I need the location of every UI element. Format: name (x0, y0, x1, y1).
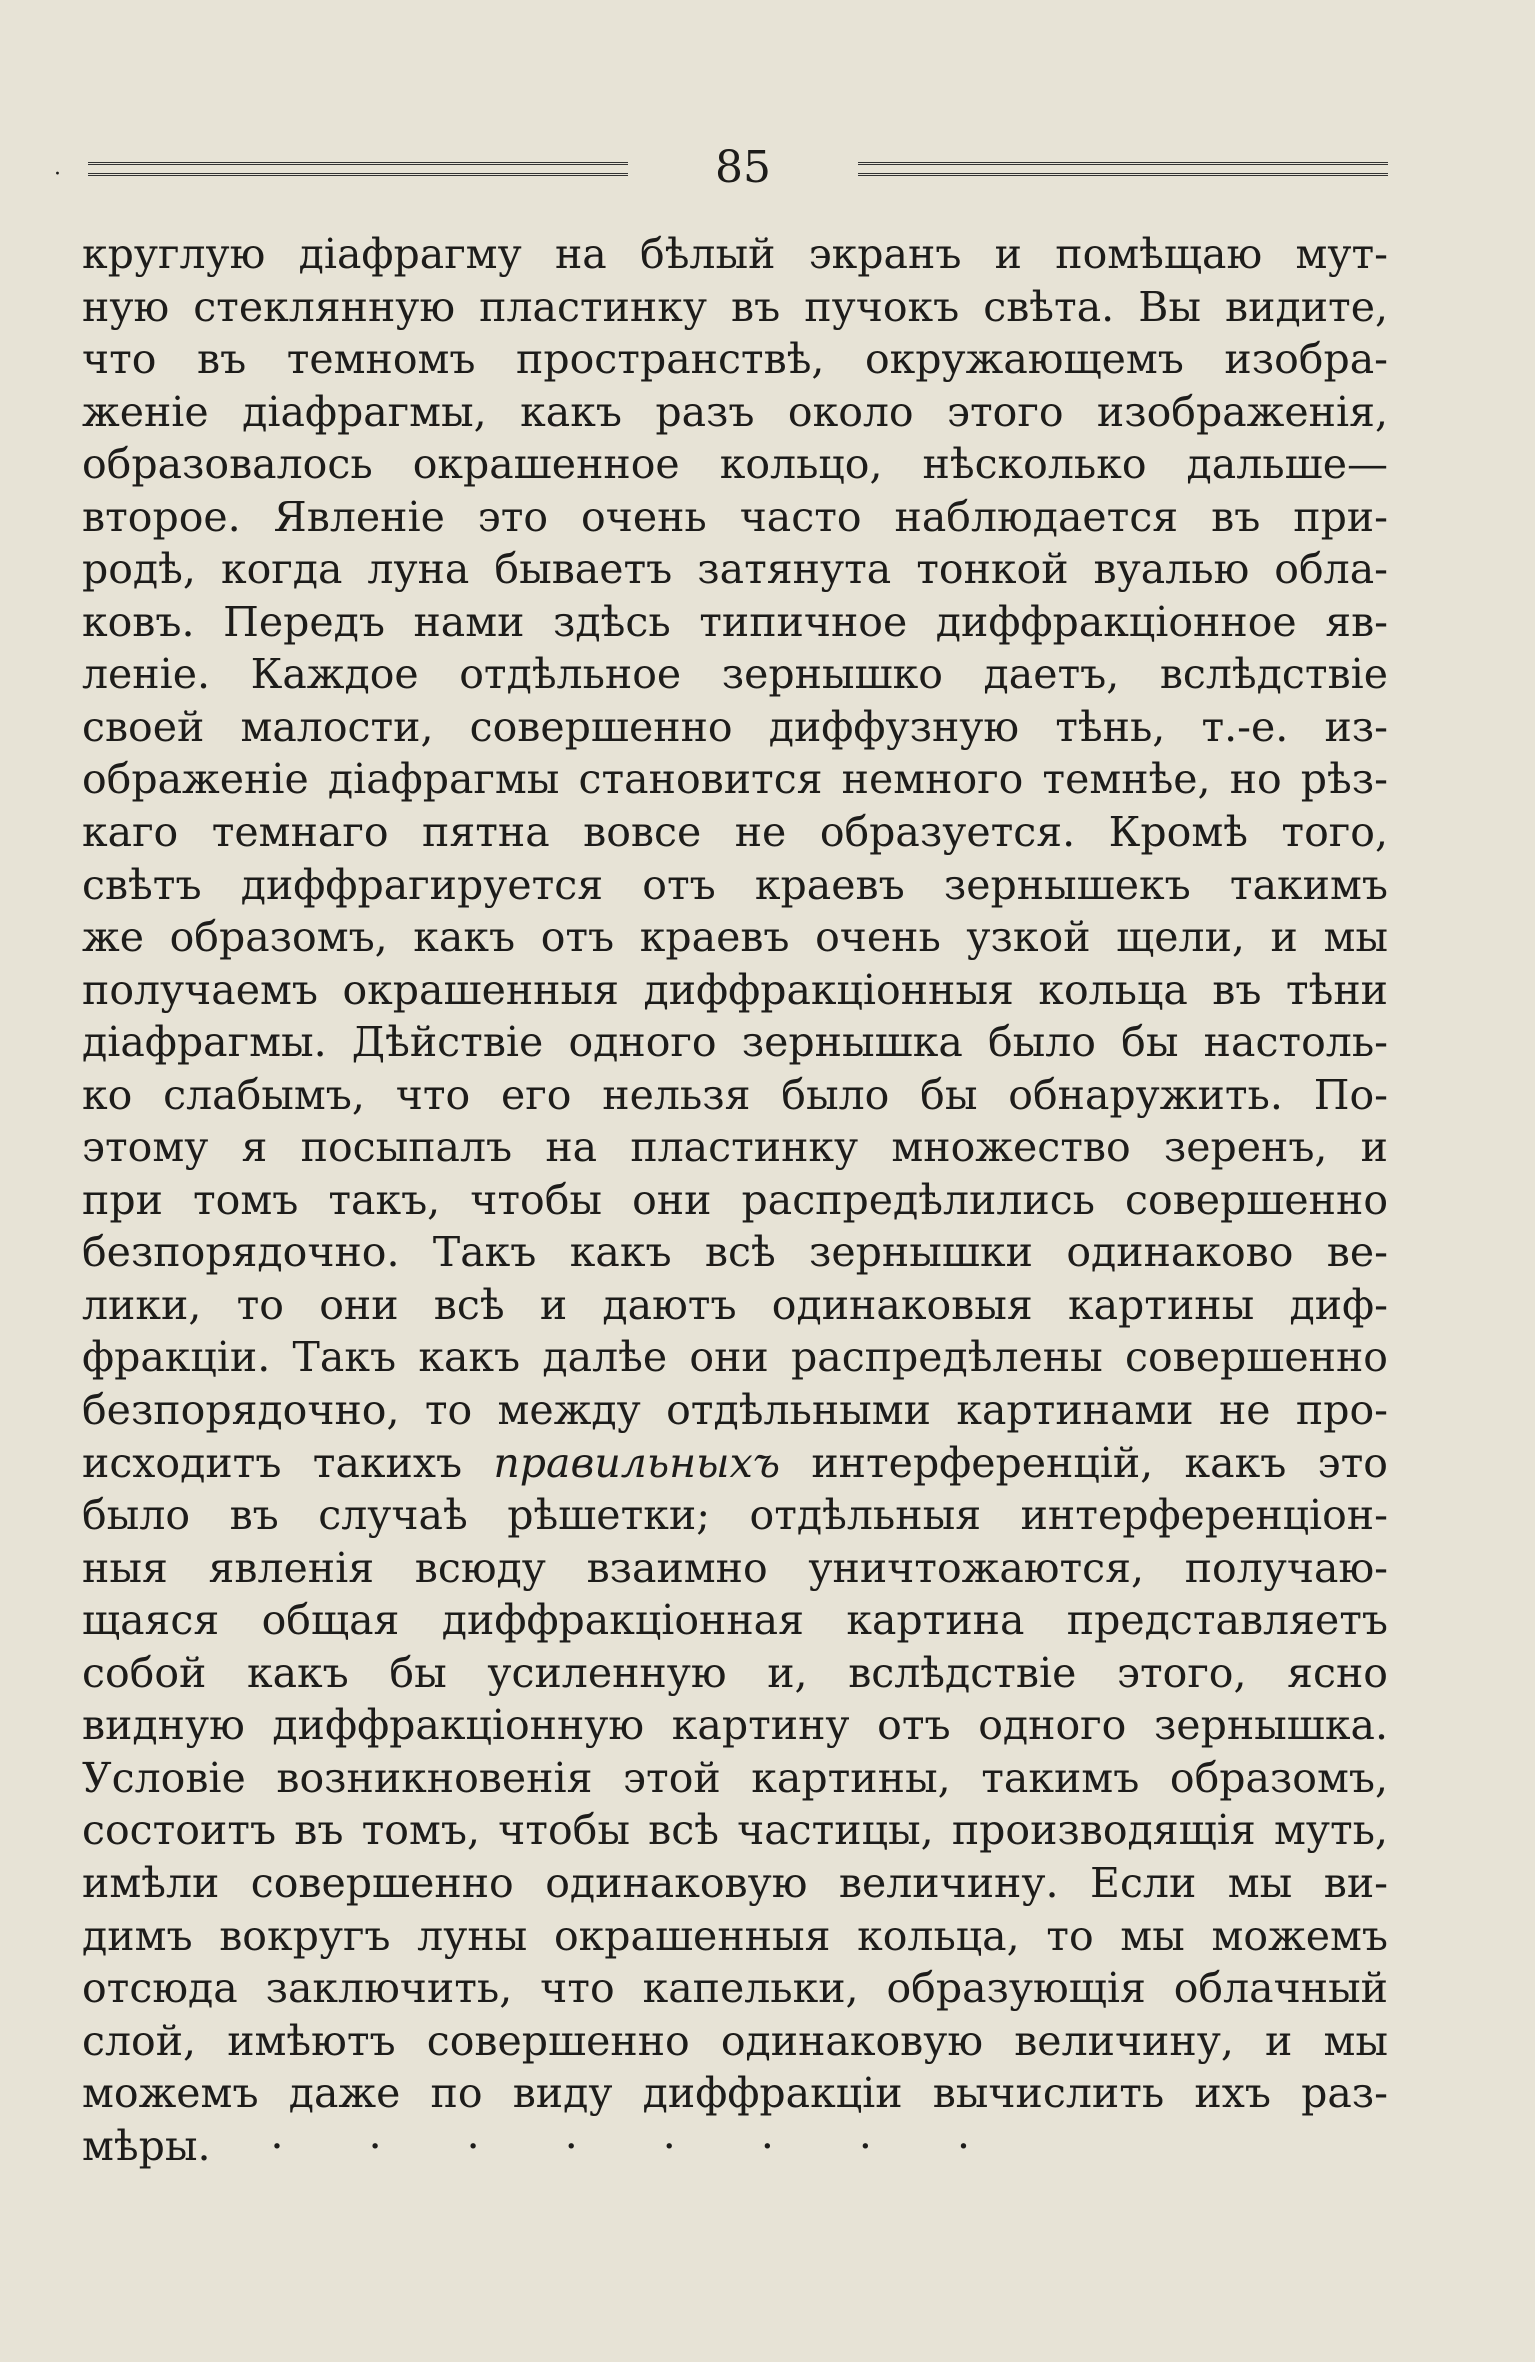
text-line: димъ вокругъ луны окрашенныя кольца, то мы можемъ (82, 1911, 1388, 1960)
text-line: ную стеклянную пластинку въ пучокъ свѣта. Вы видите, (82, 282, 1388, 331)
text-line: ныя явленія всюду взаимно уничтожаются, получаю- (82, 1543, 1388, 1592)
margin-mark: · (54, 162, 61, 187)
text-line: видную диффракціонную картину отъ одного зернышка. (82, 1701, 1388, 1750)
text-line-italic (82, 1437, 1388, 1490)
trailing-dots: · · · · · · · · (270, 2121, 1007, 2170)
text-line: было въ случаѣ рѣшетки; отдѣльныя интерференціон- (82, 1491, 1388, 1540)
text-line: получаемъ окрашенныя диффракціонныя кольца въ тѣни (82, 965, 1388, 1014)
text-line: своей малости, совершенно диффузную тѣнь, т.-е. из- (82, 702, 1388, 751)
page-header (54, 138, 1388, 198)
page-number: 85 (715, 142, 771, 193)
text-line: каго темнаго пятна вовсе не образуется. Кромѣ того, (82, 808, 1388, 857)
text-line: отсюда заключить, что капельки, образующія облачный (82, 1964, 1388, 2013)
text-line: этому я посыпалъ на пластинку множество зеренъ, и (82, 1123, 1388, 1172)
header-rule-right (858, 162, 1388, 176)
italic-word: правильныхъ (493, 1438, 781, 1487)
text-line: свѣтъ диффрагируется отъ краевъ зернышекъ такимъ (82, 860, 1388, 909)
text-line: безпорядочно. Такъ какъ всѣ зернышки одинаково ве- (82, 1228, 1388, 1277)
text-line: ко слабымъ, что его нельзя было бы обнаружить. По- (82, 1070, 1388, 1119)
text-line: ображеніе діафрагмы становится немного темнѣе, но рѣз- (82, 755, 1388, 804)
text-line: слой, имѣютъ совершенно одинаковую величину, и мы (82, 2016, 1388, 2065)
text-line: ковъ. Передъ нами здѣсь типичное диффракціонное яв- (82, 597, 1388, 646)
text-line: же образомъ, какъ отъ краевъ очень узкой щели, и мы (82, 913, 1388, 962)
text-line: образовалось окрашенное кольцо, нѣсколько дальше— (82, 440, 1388, 489)
text-line: круглую діафрагму на бѣлый экранъ и помѣщаю мут- (82, 230, 1388, 278)
text-fragment: исходитъ такихъ (82, 1438, 494, 1487)
text-line: что въ темномъ пространствѣ, окружающемъ изобра- (82, 335, 1388, 384)
text-line: женіе діафрагмы, какъ разъ около этого изображенія, (82, 387, 1388, 436)
text-line: діафрагмы. Дѣйствіе одного зернышка было бы настоль- (82, 1018, 1388, 1067)
text-line: родѣ, когда луна бываетъ затянута тонкой вуалью обла- (82, 545, 1388, 594)
text-line: имѣли совершенно одинаковую величину. Если мы ви- (82, 1858, 1388, 1907)
text-line: собой какъ бы усиленную и, вслѣдствіе этого, ясно (82, 1648, 1388, 1697)
text-line: фракціи. Такъ какъ далѣе они распредѣлены совершенно (82, 1333, 1388, 1382)
text-fragment: интерференцій, какъ это (780, 1438, 1388, 1487)
text-line: второе. Явленіе это очень часто наблюдается въ при- (82, 492, 1388, 541)
text-line: щаяся общая диффракціонная картина представляетъ (82, 1596, 1388, 1645)
text-fragment: мѣры. (82, 2121, 211, 2170)
text-line: Условіе возникновенія этой картины, такимъ образомъ, (82, 1753, 1388, 1802)
text-line: лики, то они всѣ и даютъ одинаковыя картины диф- (82, 1280, 1388, 1329)
text-line-last (82, 2120, 1388, 2173)
text-line: при томъ такъ, чтобы они распредѣлились совершенно (82, 1175, 1388, 1224)
text-line: можемъ даже по виду диффракціи вычислить ихъ раз- (82, 2069, 1388, 2118)
body-text (82, 228, 1388, 2172)
text-line: состоитъ въ томъ, чтобы всѣ частицы, производящія муть, (82, 1806, 1388, 1855)
text-line: леніе. Каждое отдѣльное зернышко даетъ, вслѣдствіе (82, 650, 1388, 699)
header-rule-left (88, 162, 628, 176)
text-line: безпорядочно, то между отдѣльными картинами не про- (82, 1386, 1388, 1435)
